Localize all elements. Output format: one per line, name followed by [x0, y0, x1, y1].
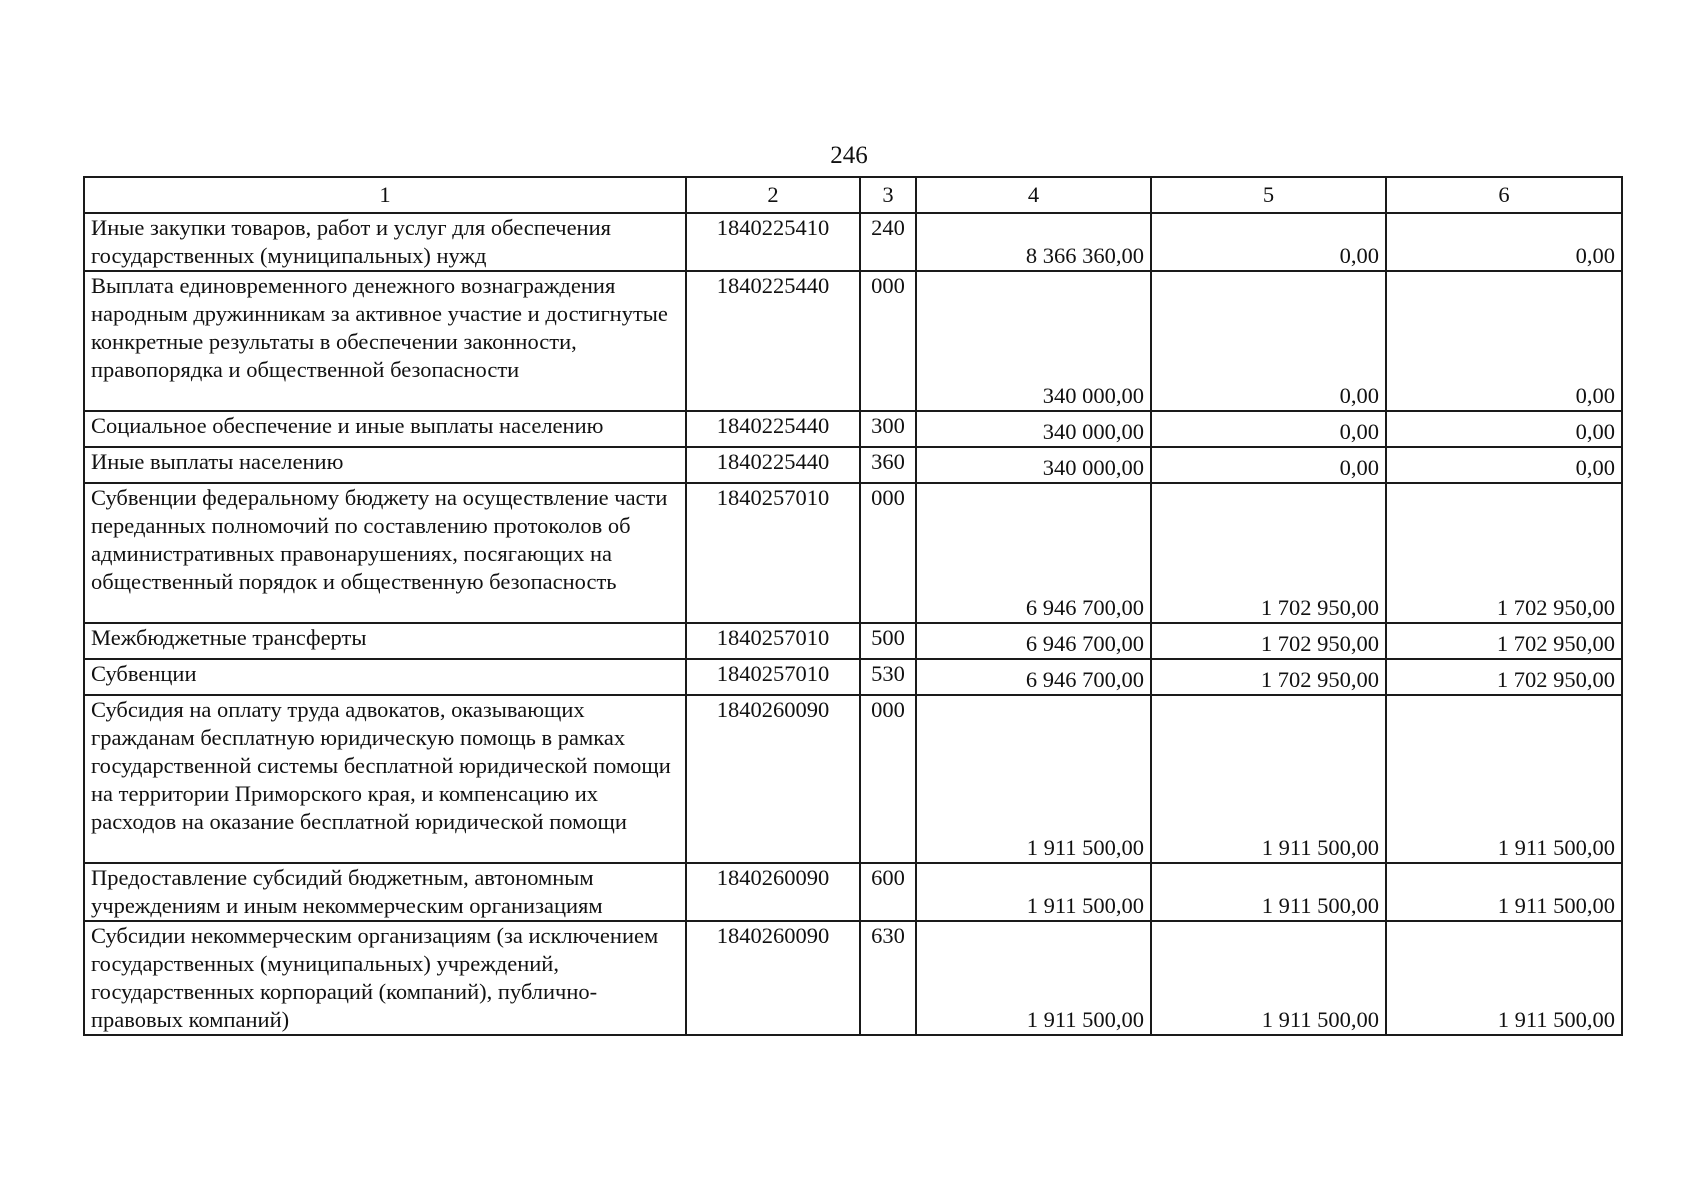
row-sum-col5: 1 702 950,00	[1151, 659, 1386, 695]
row-sum-col6: 0,00	[1386, 271, 1622, 411]
table-row	[84, 447, 1622, 483]
table-row	[84, 411, 1622, 447]
header-cell: 5	[1151, 177, 1386, 213]
row-vr: 000	[860, 271, 916, 411]
row-sum-col6: 0,00	[1386, 411, 1622, 447]
row-sum-col6: 0,00	[1386, 213, 1622, 271]
table-row	[84, 213, 1622, 271]
row-name: Социальное обеспечение и иные выплаты населению	[84, 411, 686, 447]
header-cell: 2	[686, 177, 860, 213]
row-csr: 1840225440	[686, 271, 860, 411]
table-row	[84, 695, 1622, 863]
row-sum-col4: 1 911 500,00	[916, 863, 1151, 921]
row-csr: 1840257010	[686, 623, 860, 659]
row-vr: 360	[860, 447, 916, 483]
row-sum-col5: 1 702 950,00	[1151, 483, 1386, 623]
table-row	[84, 483, 1622, 623]
table-header-row	[84, 177, 1622, 213]
row-vr: 530	[860, 659, 916, 695]
row-name: Выплата единовременного денежного вознаграждения народным дружинникам за активное участие и достигнутые конкретные результаты в обеспечении законности, правопорядка и общественной безопасности	[84, 271, 686, 411]
row-csr: 1840225440	[686, 411, 860, 447]
row-sum-col4: 340 000,00	[916, 411, 1151, 447]
row-vr: 000	[860, 483, 916, 623]
row-sum-col5: 0,00	[1151, 271, 1386, 411]
row-vr: 300	[860, 411, 916, 447]
row-name: Субсидия на оплату труда адвокатов, оказывающих гражданам бесплатную юридическую помощь в рамках государственной системы бесплатной юридической помощи на территории Приморского края, и компенсацию их расходов на оказание бесплатной юридической помощи	[84, 695, 686, 863]
row-sum-col4: 6 946 700,00	[916, 483, 1151, 623]
row-sum-col5: 0,00	[1151, 213, 1386, 271]
row-sum-col5: 1 702 950,00	[1151, 623, 1386, 659]
row-name: Субвенции	[84, 659, 686, 695]
row-csr: 1840225440	[686, 447, 860, 483]
row-sum-col5: 1 911 500,00	[1151, 921, 1386, 1035]
header-cell: 4	[916, 177, 1151, 213]
row-sum-col6: 1 702 950,00	[1386, 483, 1622, 623]
row-csr: 1840260090	[686, 863, 860, 921]
row-sum-col4: 340 000,00	[916, 271, 1151, 411]
row-sum-col5: 0,00	[1151, 411, 1386, 447]
table-row	[84, 659, 1622, 695]
budget-table	[83, 176, 1623, 1036]
row-sum-col4: 1 911 500,00	[916, 695, 1151, 863]
row-sum-col4: 6 946 700,00	[916, 659, 1151, 695]
header-cell: 1	[84, 177, 686, 213]
table-row	[84, 623, 1622, 659]
row-sum-col5: 1 911 500,00	[1151, 695, 1386, 863]
row-sum-col4: 8 366 360,00	[916, 213, 1151, 271]
row-sum-col6: 1 911 500,00	[1386, 921, 1622, 1035]
row-sum-col4: 340 000,00	[916, 447, 1151, 483]
row-sum-col5: 1 911 500,00	[1151, 863, 1386, 921]
row-csr: 1840260090	[686, 921, 860, 1035]
row-name: Субсидии некоммерческим организациям (за исключением государственных (муниципальных) учреждений, государственных корпораций (компаний), публично-правовых компаний)	[84, 921, 686, 1035]
row-name: Субвенции федеральному бюджету на осуществление части переданных полномочий по составлению протоколов об административных правонарушениях, посягающих на общественный порядок и общественную безопасность	[84, 483, 686, 623]
table-row	[84, 271, 1622, 411]
row-vr: 000	[860, 695, 916, 863]
row-vr: 630	[860, 921, 916, 1035]
row-vr: 500	[860, 623, 916, 659]
row-sum-col6: 0,00	[1386, 447, 1622, 483]
table-row	[84, 921, 1622, 1035]
row-csr: 1840257010	[686, 483, 860, 623]
row-sum-col6: 1 911 500,00	[1386, 695, 1622, 863]
header-cell: 6	[1386, 177, 1622, 213]
header-cell: 3	[860, 177, 916, 213]
row-name: Предоставление субсидий бюджетным, автономным учреждениям и иным некоммерческим организациям	[84, 863, 686, 921]
row-csr: 1840225410	[686, 213, 860, 271]
page-number: 246	[830, 142, 868, 169]
row-sum-col4: 1 911 500,00	[916, 921, 1151, 1035]
row-vr: 600	[860, 863, 916, 921]
row-csr: 1840257010	[686, 659, 860, 695]
row-name: Межбюджетные трансферты	[84, 623, 686, 659]
row-vr: 240	[860, 213, 916, 271]
row-sum-col6: 1 702 950,00	[1386, 659, 1622, 695]
row-name: Иные закупки товаров, работ и услуг для обеспечения государственных (муниципальных) нужд	[84, 213, 686, 271]
row-sum-col6: 1 702 950,00	[1386, 623, 1622, 659]
table-row	[84, 863, 1622, 921]
row-csr: 1840260090	[686, 695, 860, 863]
row-name: Иные выплаты населению	[84, 447, 686, 483]
row-sum-col5: 0,00	[1151, 447, 1386, 483]
row-sum-col6: 1 911 500,00	[1386, 863, 1622, 921]
row-sum-col4: 6 946 700,00	[916, 623, 1151, 659]
